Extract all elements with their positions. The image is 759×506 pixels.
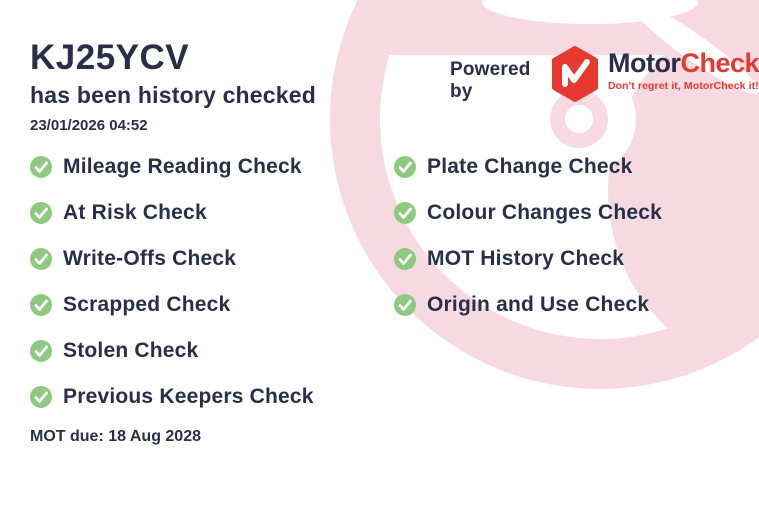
check-icon — [30, 340, 52, 362]
check-item — [30, 190, 314, 236]
powered-by-label: Powered by — [450, 59, 531, 102]
check-item-label: Mileage Reading Check — [63, 155, 302, 178]
check-item-label: Write-Offs Check — [63, 247, 237, 270]
check-item-label: Stolen Check — [63, 339, 199, 362]
brand-block — [608, 50, 759, 92]
motorcheck-hexagon-icon — [551, 46, 599, 102]
check-item — [30, 328, 314, 374]
check-icon — [30, 294, 52, 316]
check-icon — [30, 248, 52, 270]
brand-tagline: Don't regret it, MotorCheck it! — [607, 80, 759, 92]
powered-by-block — [450, 46, 759, 103]
check-icon — [394, 248, 416, 270]
brand-name-motor: Motor — [607, 48, 681, 78]
check-icon — [30, 202, 52, 224]
check-item — [394, 236, 662, 282]
check-icon — [394, 202, 416, 224]
check-item — [30, 374, 314, 420]
check-list-left — [30, 144, 314, 420]
check-icon — [30, 386, 52, 408]
check-item-label: MOT History Check — [427, 247, 625, 270]
check-item — [30, 236, 314, 282]
check-timestamp: 23/01/2026 04:52 — [30, 116, 148, 134]
check-icon — [394, 156, 416, 178]
check-item — [394, 282, 662, 328]
check-item-label: Previous Keepers Check — [63, 385, 314, 408]
check-item — [394, 190, 662, 236]
mot-due-text: MOT due: 18 Aug 2028 — [30, 428, 201, 445]
check-item — [30, 282, 314, 328]
check-item-label: Origin and Use Check — [427, 293, 650, 316]
report-subtitle: has been history checked — [30, 81, 317, 108]
check-item-label: Plate Change Check — [427, 155, 633, 178]
check-icon — [394, 294, 416, 316]
brand-name-check: Check — [680, 48, 759, 78]
report-header — [30, 40, 316, 134]
check-item — [30, 144, 314, 190]
registration-plate: KJ25YCV — [30, 38, 190, 77]
check-item — [394, 144, 662, 190]
check-icon — [30, 156, 52, 178]
brand-name — [608, 48, 759, 78]
check-item-label: Colour Changes Check — [427, 201, 663, 224]
check-list-right — [394, 144, 662, 328]
check-item-label: Scrapped Check — [63, 293, 231, 316]
check-item-label: At Risk Check — [63, 201, 207, 224]
